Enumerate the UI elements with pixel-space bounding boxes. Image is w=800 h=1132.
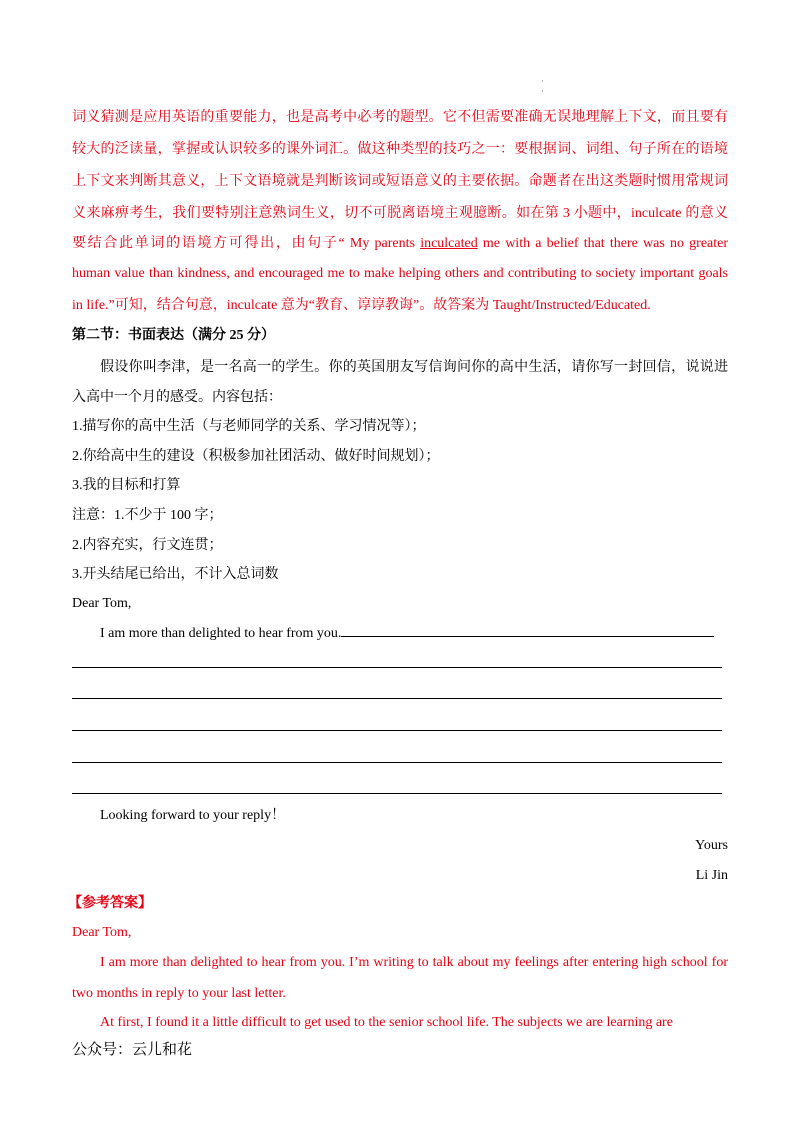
underlined-word: inculcated [420,236,478,251]
writing-line-4[interactable] [72,762,722,763]
explanation-line-3: 上下文来判断其意义，上下文语境就是判断该词或短语意义的主要依据。命题者在出这类题时惯用常规词 [72,174,728,189]
letter-opening-line [100,622,728,644]
letter-sign-name: Li Jin [695,868,728,883]
writing-line-5[interactable] [72,793,722,794]
footer-account: 公众号：云儿和花 [72,1040,193,1058]
explanation-line-6: human value than kindness, and encouraged me to make helping others and contributing to society important goals [72,266,728,281]
answer-p1-line-1: I am more than delighted to hear from you. I’m writing to talk about my feelings after entering high school for [100,955,728,970]
explanation-line-1: 词义猜测是应用英语的重要能力，也是高考中必考的题型。它不但需要准确无误地理解上下文，而且要有 [72,110,728,125]
letter-greeting: Dear Tom, [72,596,132,611]
writing-line-3[interactable] [72,730,722,731]
explanation-line-5-b: me with a belief that there was no greater [482,236,729,251]
content-item-2: 2.你给高中生的建设（积极参加社团活动、做好时间规划）； [72,449,440,464]
prompt-line-2: 入高中一个月的感受。内容包括： [72,390,282,405]
explanation-line-2: 较大的泛读量，掌握或认识较多的课外词汇。做这种类型的技巧之一：要根据词、词组、句子所在的语境 [72,142,728,157]
explanation-line-5-a: 要结合此单词的语境方可得出，由句子“ My parents [72,236,415,251]
content-item-1: 1.描写你的高中生活（与老师同学的关系、学习情况等）； [72,419,426,434]
section-heading: 第二节：书面表达（满分 25 分） [72,328,275,343]
letter-closing: Looking forward to your reply！ [100,808,286,823]
letter-opening: I am more than delighted to hear from you. [100,626,342,641]
explanation-line-4: 义来麻痹考生，我们要特别注意熟词生义，切不可脱离语境主观臆断。如在第 3 小题中，inculcate 的意义 [72,206,728,221]
note-1: 注意：1.不少于 100 字； [72,508,223,523]
top-dots: · · [541,76,544,96]
answer-heading: 【参考答案】 [68,896,152,911]
prompt-line-1: 假设你叫李津，是一名高一的学生。你的英国朋友写信询问你的高中生活，请你写一封回信，说说进 [100,360,728,375]
answer-p2-line-1: At first, I found it a little difficult to get used to the senior school life. The subjects we are learning are [100,1015,673,1030]
writing-line-2[interactable] [72,698,722,699]
answer-p1-line-2: two months in reply to your last letter. [72,986,286,1001]
note-3: 3.开头结尾已给出，不计入总词数 [72,567,279,582]
note-2: 2.内容充实，行文连贯； [72,538,223,553]
content-item-3: 3.我的目标和打算 [72,478,181,493]
writing-blank[interactable] [341,622,714,637]
explanation-line-7: in life.”可知，结合句意，inculcate 意为“教育、谆谆教诲”。故答案为 Taught/Instructed/Educated. [72,298,651,313]
explanation-line-5 [72,234,728,254]
letter-sign-yours: Yours [695,838,728,853]
answer-greeting: Dear Tom, [72,925,132,940]
writing-line-1[interactable] [72,667,722,668]
